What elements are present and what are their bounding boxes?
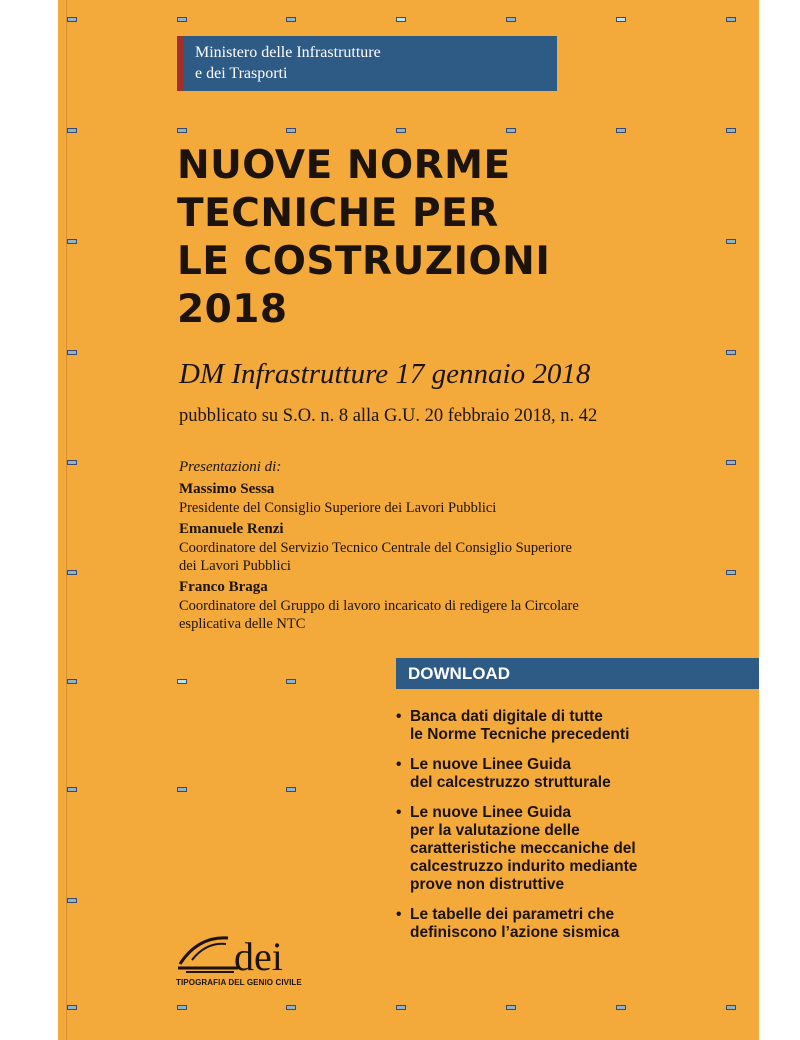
book-title	[177, 142, 737, 334]
marker	[177, 787, 187, 792]
download-item	[396, 804, 726, 894]
presenter	[179, 520, 699, 575]
marker	[286, 787, 296, 792]
marker	[177, 679, 187, 684]
book-cover	[58, 0, 759, 1040]
download-item	[396, 906, 726, 942]
marker	[616, 1005, 626, 1010]
presenter-role: dei Lavori Pubblici	[179, 558, 291, 574]
marker	[67, 898, 77, 903]
bullet-icon: •	[396, 906, 402, 923]
marker	[67, 787, 77, 792]
download-item-line: caratteristiche meccaniche del	[410, 840, 636, 857]
marker	[506, 1005, 516, 1010]
book-subtitle: DM Infrastrutture 17 gennaio 2018	[179, 358, 591, 390]
marker	[67, 570, 77, 575]
publication-note: pubblicato su S.O. n. 8 alla G.U. 20 febbraio 2018, n. 42	[179, 406, 598, 426]
publisher-logo	[176, 930, 336, 990]
marker	[616, 17, 626, 22]
download-item-line: Banca dati digitale di tutte	[410, 708, 603, 725]
presenter	[179, 480, 699, 517]
title-line-4: 2018	[177, 287, 288, 332]
marker	[506, 128, 516, 133]
marker	[67, 679, 77, 684]
marker	[726, 128, 736, 133]
download-item-line: Le nuove Linee Guida	[410, 756, 572, 773]
marker	[286, 17, 296, 22]
marker	[396, 1005, 406, 1010]
marker	[506, 17, 516, 22]
ministry-line-1: Ministero delle Infrastrutture	[195, 44, 381, 61]
marker	[177, 17, 187, 22]
bullet-icon: •	[396, 708, 402, 725]
presenter-name: Massimo Sessa	[179, 481, 275, 497]
marker	[67, 239, 77, 244]
publisher-tagline: TIPOGRAFIA DEL GENIO CIVILE	[176, 978, 302, 987]
download-item-line: calcestruzzo indurito mediante	[410, 858, 638, 875]
dei-logo-icon	[176, 930, 336, 978]
presentations-section	[179, 457, 699, 633]
presenter-role: esplicativa delle NTC	[179, 616, 306, 632]
download-item-line: per la valutazione delle	[410, 822, 580, 839]
marker	[396, 128, 406, 133]
presenter	[179, 578, 699, 633]
ministry-name	[195, 42, 381, 84]
download-item-line: prove non distruttive	[410, 876, 565, 893]
marker	[67, 350, 77, 355]
ministry-accent-bar	[177, 36, 184, 91]
marker	[67, 128, 77, 133]
download-list	[396, 708, 726, 954]
marker	[616, 128, 626, 133]
presentations-intro: Presentazioni di:	[179, 459, 282, 475]
presenter-name: Emanuele Renzi	[179, 521, 284, 537]
marker	[726, 1005, 736, 1010]
marker	[67, 17, 77, 22]
marker	[286, 128, 296, 133]
download-item	[396, 708, 726, 744]
marker	[67, 1005, 77, 1010]
download-item-line: Le nuove Linee Guida	[410, 804, 572, 821]
logo-text: dei	[234, 934, 283, 978]
presenter-name: Franco Braga	[179, 579, 268, 595]
presenter-role: Coordinatore del Servizio Tecnico Centrale del Consiglio Superiore	[179, 540, 572, 556]
download-header: DOWNLOAD	[396, 658, 759, 689]
title-line-2: TECNICHE PER	[177, 191, 499, 236]
title-line-3: LE COSTRUZIONI	[177, 239, 551, 284]
marker	[286, 1005, 296, 1010]
bullet-icon: •	[396, 804, 402, 821]
download-item-line: Le tabelle dei parametri che	[410, 906, 615, 923]
marker	[726, 17, 736, 22]
marker	[286, 679, 296, 684]
marker	[396, 17, 406, 22]
marker	[67, 460, 77, 465]
bullet-icon: •	[396, 756, 402, 773]
marker	[726, 350, 736, 355]
ministry-band	[177, 36, 557, 91]
download-item-line: definiscono l’azione sismica	[410, 924, 620, 941]
marker	[177, 1005, 187, 1010]
download-item-line: del calcestruzzo strutturale	[410, 774, 611, 791]
marker	[177, 128, 187, 133]
title-line-1: NUOVE NORME	[177, 143, 511, 188]
presenter-role: Presidente del Consiglio Superiore dei Lavori Pubblici	[179, 500, 497, 516]
marker	[726, 570, 736, 575]
download-item-line: le Norme Tecniche precedenti	[410, 726, 630, 743]
presenter-role: Coordinatore del Gruppo di lavoro incaricato di redigere la Circolare	[179, 598, 579, 614]
download-item	[396, 756, 726, 792]
marker	[726, 460, 736, 465]
ministry-line-2: e dei Trasporti	[195, 65, 288, 82]
